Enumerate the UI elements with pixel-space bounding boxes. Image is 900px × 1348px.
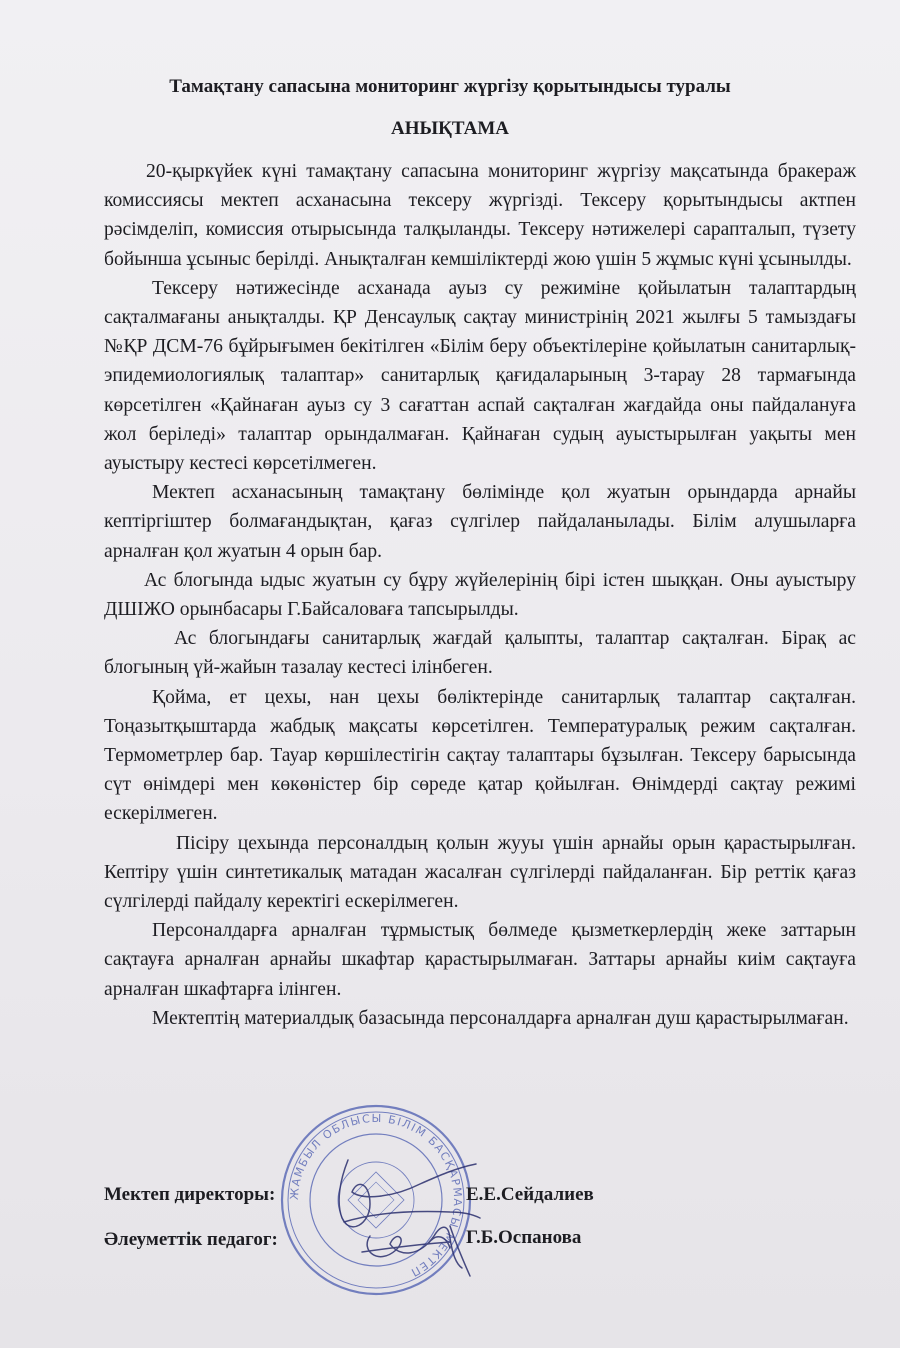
paragraph: Персоналдарға арналған тұрмыстық бөлмеде қызметкерлердің жеке заттарын сақтауға арналған арнайы шкафтар қарастырылмаған. Заттары арнайы киім сақтауға арналған шкафтарға ілінген. [104,920,856,1000]
seal-text: ЖАМБЫЛ ОБЛЫСЫ БІЛІМ БАСҚАРМАСЫ МЕКТЕП [287,1111,465,1280]
paragraph: Ас блогында ыдыс жуатын су бұру жүйелерінің бірі істен шыққан. Оны ауыстыру ДШІЖО орынбасары Г.Байсаловаға тапсырылды. [104,569,856,621]
paragraph: Пісіру цехында персоналдың қолын жууы үшін арнайы орын қарастырылған. Кептіру үшін синтетикалық матадан жасалған сүлгілерді пайдаланған. Бір реттік қағаз сүлгілерді пайдалу керектігі ескерілмеген. [104,832,856,913]
paragraph: Тексеру нәтижесінде асханада ауыз су режиміне қойылатын талаптардың сақталмағаны анықталды. ҚР Денсаулық сақтау министрінің 2021 жылғы 5 тамыздағы №ҚР ДСМ-76 бұйрығымен бекітілген «Білім беру объектілеріне қойылатын санитарлық-эпидемиологиялық талаптар» санитарлық қағидаларының 3-тарау 28 тармағында көрсетілген «Қайнаған ауыз су 3 сағаттан аспай сақталған жағдайда оны пайдалануға жол беріледі» талаптар орындалмаған. Қайнаған судың ауыстырылған уақыты мен ауыстыру кестесі көрсетілмеген. [104,277,856,475]
paragraph: Мектеп асханасының тамақтану бөлімінде қол жуатын орындарда арнайы кептіргіштер болмағандықтан, қағаз сүлгілер пайдаланылады. Білім алушыларға арналған қол жуатын 4 орын бар. [104,482,856,562]
document-body [104,157,856,1033]
document-subtitle: АНЫҚТАМА [390,118,510,139]
signature-icon [300,1140,490,1280]
paragraph: Ас блогындағы санитарлық жағдай қалыпты, талаптар сақталған. Бірақ ас блогының үй-жайын тазалау кестесі ілінбеген. [104,628,856,679]
social-pedagogue-label: Әлеуметтік педагог: [104,1229,278,1250]
director-label: Мектеп директоры: [104,1184,276,1205]
paragraph: 20-қыркүйек күні тамақтану сапасына мониторинг жүргізу мақсатында бракераж комиссиясы мектеп асханасына тексеру жүргізді. Тексеру қорытындысы актпен рәсімделіп, комиссия отырысында талқыланды. Тексеру нәтижелері сарапталып, түзету бойынша ұсыныс берілді. Анықталған кемшіліктерді жою үшін 5 жұмыс күні ұсынылды. [104,161,856,270]
document-title: Тамақтану сапасына мониторинг жүргізу қорытындысы туралы [169,76,731,97]
director-name: Е.Е.Сейдалиев [466,1184,594,1205]
paragraph: Мектептің материалдық базасында персоналдарға арналған душ қарастырылмаған. [152,1007,849,1029]
paragraph: Қойма, ет цехы, нан цехы бөліктерінде санитарлық талаптар сақталған. Тоңазытқыштарда жабдық мақсаты көрсетілген. Температуралық режим сақталған. Термометрлер бар. Тауар көршілестігін сақтау талаптары бұзылған. Тексеру барысында сүт өнімдері мен көкөністер бір сөреде қатар қойылған. Өнімдерді сақтау режимі ескерілмеген. [104,686,856,825]
social-pedagogue-name: Г.Б.Оспанова [466,1227,582,1248]
